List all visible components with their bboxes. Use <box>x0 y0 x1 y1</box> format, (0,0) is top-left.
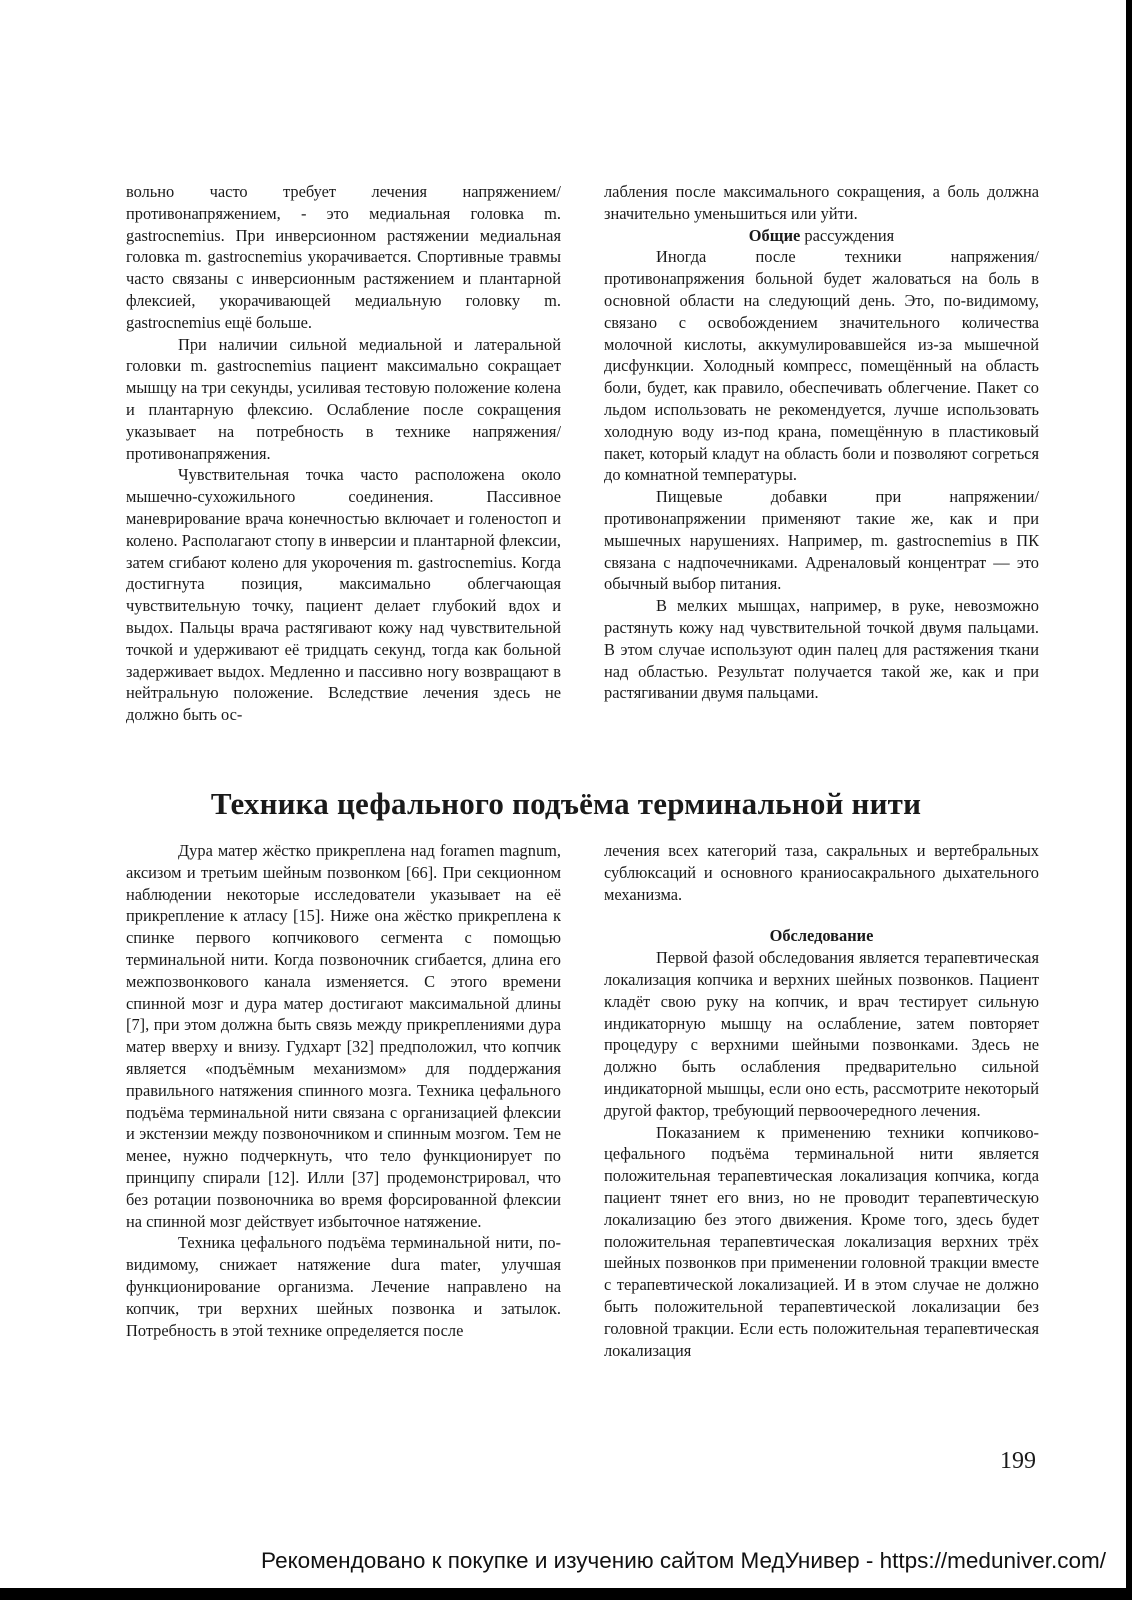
paragraph: При наличии сильной медиальной и латеральной головки m. gastrocnemius пациент максимально сокращает мышцу на три секунды, усиливая тестовую положение колена и плантарную флексию. Ослабление после сокращения указывает на потребность в технике напряжения/противонапряжения. <box>126 334 561 463</box>
paragraph: лабления после максимального сокращения, а боль должна значительно уменьшиться или уйти. <box>604 182 1039 223</box>
paragraph: Показанием к применению техники копчиково-цефального подъёма терминальной нити является положительная терапевтическая локализация копчика, когда пациент тянет его вниз, но не проводит терапевтическую локализацию без этого движения. Кроме того, здесь будет положительная терапевтическая локализация верхних трёх шейных позвонков при применении головной тракции вместе с терапевтической локализацией. И в этом случае не должно быть положительной терапевтической локализации без головной тракции. Если есть положительная терапевтическая локализация <box>604 1122 1039 1360</box>
paragraph: Чувствительная точка часто расположена около мышечно-сухожильного соединения. Пассивное маневрирование врача конечностью включает и голеностоп и колено. Располагают стопу в инверсии и плантарной флексии, затем сгибают колено для укорочения m. gastrocnemius. Когда достигнута позиция, максимально облегчающая чувствительную точку, пациент делает глубокий вдох и выдох. Пальцы врача растягивают кожу над чувствительной точкой и удерживают её тридцать секунд, тогда как больной задерживает выдох. Медленно и пассивно ногу возвращают в нейтральную положение. Вследствие лечения здесь не должно быть ос- <box>126 465 561 725</box>
paragraph: Пищевые добавки при напряжении/противонапряжении применяют такие же, как и при мышечных нарушениях. Например, m. gastrocnemius в ПК связана с надпочечниками. Адреналовый концентрат — это обычный выбор питания. <box>604 487 1039 594</box>
column-2 <box>604 181 1039 704</box>
paragraph: Техника цефального подъёма терминальной нити, по-видимому, снижает натяжение dura mater, улучшая функционирование организма. Лечение направлено на копчик, три верхних шейных позвонка и затылок. Потребность в этой технике определяется после <box>126 1233 561 1340</box>
paragraph: Дура матер жёстко прикреплена над foramen magnum, аксизом и третьим шейным позвонком [66]. При секционном наблюдении некоторые исследователи указывает на её прикрепление к атласу [15]. Ниже она жёстко прикреплена к спинке первого копчикового сегмента с помощью терминальной нити. Когда позвоночник сгибается, длина его межпозвонкового канала изменяется. С этого времени спинной мозг и дура матер достигают максимальной длины [7], при этом должна быть связь между прикреплениями дура матер вверху и внизу. Гудхарт [32] предположил, что копчик является «подъёмным механизмом» для поддержания правильного натяжения спинного мозга. Техника цефального подъёма терминальной нити связана с организацией флексии и экстензии между позвоночником и спинным мозгом. Тем не менее, нужно подчеркнуть, что тело функционирует по принципу спирали [12]. Илли [37] продемонстрировал, что без ротации позвоночника во время форсированной флексии на спинной мозг действует избыточное натяжение. <box>126 841 561 1231</box>
scan-border-bottom <box>0 1588 1132 1600</box>
subheading-general <box>604 225 1039 247</box>
paragraph: В мелких мышцах, например, в руке, невозможно растянуть кожу над чувствительной точкой двумя пальцами. В этом случае используют один палец для растяжения ткани над областью. Результат получается такой же, как и при растягивании двумя пальцами. <box>604 596 1039 703</box>
subheading-examination: Обследование <box>769 926 874 946</box>
page-number: 199 <box>1000 1448 1036 1474</box>
section-heading: Техника цефального подъёма терминальной нити <box>210 786 922 821</box>
column-1 <box>126 181 561 726</box>
scan-border-right <box>1126 0 1132 1600</box>
paragraph: лечения всех категорий таза, сакральных и вертебральных сублюксаций и основного краниосакрального дыхательного механизма. <box>604 841 1039 904</box>
column-3 <box>126 840 561 1341</box>
subheading-rest: рассуждения <box>800 225 895 245</box>
subheading-bold: Общие <box>748 225 801 245</box>
paragraph: Иногда после техники напряжения/противонапряжения больной будет жаловаться на боль в основной области на следующий день. Это, по-видимому, связано с освобождением значительного количества молочной кислоты, аккумулировавшейся из-за мышечной дисфункции. Холодный компресс, помещённый на область боли, будет, как правило, обеспечивать облегчение. Пакет со льдом использовать не рекомендуется, лучше использовать холодную воду из-под крана, помещённую в пластиковый пакет, который кладут на область боли и позволяют согреться до комнатной температуры. <box>604 247 1039 485</box>
paragraph: вольно часто требует лечения напряжением/противонапряжением, - это медиальная головка m. gastrocnemius. При инверсионном растяжении медиальная головка m. gastrocnemius укорачивается. Спортивные травмы часто связаны с инверсионным растяжением и плантарной флексией, укорачивающей медиальную головку m. gastrocnemius ещё больше. <box>126 182 561 332</box>
column-4 <box>604 840 1039 1361</box>
paragraph: Первой фазой обследования является терапевтическая локализация копчика и верхних шейных позвонков. Пациент кладёт свою руку на копчик, и врач тестирует сильную индикаторную мышцу на ослабление, затем повторяет процедуру с верхними шейными позвонками. Здесь не должно быть ослабления предварительно сильной индикаторной мышцы, если оно есть, рассмотрите некоторый другой фактор, требующий первоочередного лечения. <box>604 948 1039 1120</box>
footer-recommendation: Рекомендовано к покупке и изучению сайтом МедУнивер - https://meduniver.com/ <box>261 1548 1106 1573</box>
